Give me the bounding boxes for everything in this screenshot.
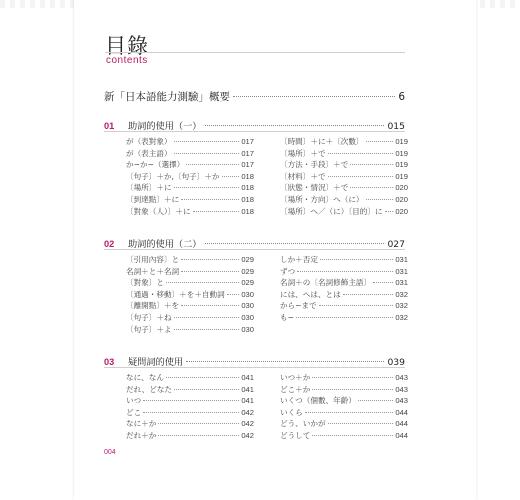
toc-entry-label: ずつ [280,266,296,276]
toc-entry-label: 〔時間〕＋に＋〔次數〕 [280,137,364,146]
section-heading-03[interactable] [104,354,405,368]
toc-entry-page: 019 [395,137,408,146]
toc-entry-label: から~まで [280,301,317,311]
dot-leader [233,96,395,97]
toc-entry-page: 041 [241,373,254,382]
dot-leader [174,141,240,142]
dot-leader [343,294,394,295]
dot-leader [328,176,394,177]
toc-entry-label: 〔狀態・情況〕＋で [280,183,349,193]
dot-leader [297,271,393,272]
section-03-right-column [280,372,408,442]
section-01-left-column [126,136,254,217]
toc-entry-label: 〔場所〕へ／（に）〔目的〕に [280,206,383,216]
dot-leader [186,164,239,165]
overview-page: 6 [398,91,405,103]
toc-entry[interactable] [280,395,408,407]
toc-entry[interactable] [280,171,408,183]
toc-entry[interactable] [126,182,254,194]
dot-leader [166,377,239,378]
dot-leader [205,125,385,126]
dot-leader [312,389,393,390]
toc-entry-page: 032 [395,289,408,299]
toc-entry-label: なに＋か [126,419,157,429]
toc-entry-label: 名詞＋の〔名詞修飾主語〕 [280,278,372,288]
toc-entry-label: 〔句子〕＋か,〔句子〕＋か [126,171,220,181]
toc-entry-page: 032 [395,301,408,311]
toc-entry[interactable] [280,289,408,301]
toc-entry-label: 〔場所〕＋に [126,183,172,193]
dot-leader [186,361,384,362]
toc-entry-label: 〔場所〕＋で [280,148,326,158]
toc-entry-label: が（表對象） [126,137,172,146]
dot-leader [143,412,239,413]
toc-entry-label: なに、なん [126,373,164,382]
toc-entry[interactable] [126,148,254,160]
toc-entry-label: だれ＋か [126,430,157,440]
dot-leader [174,317,240,318]
section-divider [104,131,405,132]
toc-entry[interactable] [126,289,254,301]
section-02-right-column [280,254,408,324]
toc-entry[interactable] [126,300,254,312]
dot-leader [193,211,240,212]
dot-leader [174,187,240,188]
toc-entry-label: いくつ（個數、年齡） [280,396,356,406]
dot-leader [181,259,239,260]
toc-overview-entry[interactable] [104,89,405,104]
toc-entry[interactable] [280,300,408,312]
section-number: 03 [104,357,115,367]
dot-leader [158,435,239,436]
dot-leader [385,211,394,212]
toc-entry-label: 〔對象（人）〕＋に [126,206,191,216]
toc-entry[interactable] [280,182,408,194]
toc-entry-page: 017 [241,148,254,158]
toc-entry[interactable] [280,148,408,160]
section-title: 助詞的使用（一） [128,121,202,132]
toc-entry-page: 029 [241,278,254,288]
toc-entry[interactable] [280,136,408,148]
section-number: 01 [104,121,115,131]
toc-entry-page: 020 [395,206,408,216]
section-number: 02 [104,239,115,249]
dot-leader [166,282,239,283]
toc-entry[interactable] [280,418,408,430]
toc-entry-page: 029 [241,255,254,264]
toc-entry-page: 043 [395,373,408,382]
page-title: 目錄 [105,34,149,58]
toc-entry-page: 019 [395,148,408,158]
toc-entry[interactable] [126,159,254,171]
section-page: 015 [387,121,405,132]
dot-leader [158,423,239,424]
toc-entry[interactable] [280,372,408,384]
toc-entry-page: 044 [395,430,408,440]
toc-entry[interactable] [280,430,408,442]
dot-leader [181,271,239,272]
dot-leader [143,400,239,401]
toc-entry[interactable] [126,266,254,278]
toc-entry[interactable] [280,312,408,324]
section-02-left-column [126,254,254,335]
dot-leader [366,141,394,142]
dot-leader [174,153,240,154]
toc-entry-label: いくら [280,407,303,417]
section-03-left-column [126,372,254,442]
toc-entry-label: どうして [280,430,311,440]
section-heading-02[interactable] [104,236,405,250]
toc-entry-label: 〔句子〕＋よ [126,324,172,334]
toc-entry-page: 043 [395,384,408,394]
toc-entry-page: 031 [395,266,408,276]
dot-leader [174,329,240,330]
toc-entry-page: 044 [395,407,408,417]
toc-entry-label: 〔場所・方向〕へ（に） [280,194,364,204]
dot-leader [305,412,394,413]
dot-leader [350,187,393,188]
toc-entry-page: 020 [395,183,408,193]
dot-leader [350,164,393,165]
toc-entry[interactable] [280,194,408,206]
toc-entry-label: も~ [280,312,294,322]
dot-leader [181,199,239,200]
section-divider [104,367,405,368]
toc-entry-label: には、へは、とは [280,289,341,299]
toc-entry-page: 043 [395,396,408,406]
toc-entry[interactable] [126,384,254,396]
toc-entry[interactable] [126,324,254,336]
toc-entry-page: 041 [241,384,254,394]
dot-leader [222,176,240,177]
dot-leader [227,294,240,295]
dot-leader [181,305,239,306]
toc-entry-page: 031 [395,278,408,288]
toc-entry-page: 018 [241,194,254,204]
toc-entry-page: 019 [395,160,408,170]
toc-entry[interactable] [280,254,408,266]
dot-leader [320,259,393,260]
section-divider [104,249,405,250]
section-01-right-column [280,136,408,217]
toc-entry[interactable] [280,206,408,218]
toc-entry[interactable] [126,407,254,419]
toc-entry[interactable] [126,254,254,266]
toc-entry-page: 030 [241,289,254,299]
toc-entry-label: 〔到達點〕＋に [126,194,180,204]
toc-entry-label: 〔材料〕＋で [280,171,326,181]
page-subtitle: contents [106,55,148,66]
dot-leader [366,199,394,200]
toc-entry-page: 018 [241,171,254,181]
toc-entry-page: 041 [241,396,254,406]
toc-entry-page: 030 [241,301,254,311]
toc-entry-label: か~か~（選擇） [126,160,185,170]
toc-entry[interactable] [126,206,254,218]
toc-entry[interactable] [126,395,254,407]
toc-entry-page: 030 [241,312,254,322]
toc-entry-page: 020 [395,194,408,204]
overview-label: 新「日本語能力測驗」概要 [104,91,230,103]
toc-entry-label: が（表主語） [126,148,172,158]
toc-entry-page: 017 [241,160,254,170]
dot-leader [319,305,394,306]
toc-entry[interactable] [280,159,408,171]
toc-entry-page: 017 [241,137,254,146]
section-heading-01[interactable] [104,118,405,132]
toc-entry[interactable] [126,372,254,384]
dot-leader [296,317,393,318]
dot-leader [174,389,239,390]
toc-entry-label: しか＋否定 [280,255,318,264]
toc-entry[interactable] [126,171,254,183]
toc-entry-label: 〔離開點〕＋を [126,301,180,311]
toc-entry-label: 名詞＋と＋名詞 [126,266,180,276]
toc-entry-page: 042 [241,407,254,417]
toc-entry-page: 018 [241,183,254,193]
dot-leader [205,243,385,244]
toc-entry-label: 〔通過・移動〕＋を＋自動詞 [126,289,225,299]
section-title: 助詞的使用（二） [128,239,202,250]
toc-entry-page: 029 [241,266,254,276]
toc-entry[interactable] [126,418,254,430]
toc-entry-page: 042 [241,419,254,429]
toc-entry-label: いつ [126,396,142,406]
toc-entry-label: 〔對象〕と [126,278,164,288]
page-number: 004 [104,449,116,456]
toc-entry-label: 〔方法・手段〕＋で [280,160,349,170]
toc-entry[interactable] [280,266,408,278]
dot-leader [312,377,393,378]
toc-entry-page: 018 [241,206,254,216]
toc-entry[interactable] [126,136,254,148]
toc-entry-label: どこ [126,407,142,417]
title-divider [105,52,405,53]
toc-entry-label: どう、いかが [280,419,326,429]
dot-leader [373,282,393,283]
toc-entry[interactable] [126,430,254,442]
toc-entry-label: 〔引用內容〕と [126,255,180,264]
toc-entry-page: 031 [395,255,408,264]
section-page: 039 [387,357,405,368]
section-title: 疑問詞的使用 [128,357,184,368]
toc-entry-label: だれ、どなた [126,384,173,394]
toc-entry-page: 032 [395,312,408,322]
toc-entry[interactable] [280,407,408,419]
toc-entry[interactable] [126,194,254,206]
toc-entry-page: 019 [395,171,408,181]
toc-entry[interactable] [280,384,408,396]
dot-leader [328,153,394,154]
toc-entry-label: 〔句子〕＋ね [126,312,172,322]
dot-leader [328,423,394,424]
section-page: 027 [387,239,405,250]
toc-entry[interactable] [280,277,408,289]
toc-entry-page: 042 [241,430,254,440]
toc-entry-page: 044 [395,419,408,429]
toc-entry[interactable] [126,312,254,324]
toc-entry-label: いつ＋か [280,373,311,382]
dot-leader [358,400,393,401]
toc-entry-page: 030 [241,324,254,334]
toc-entry-label: どこ＋か [280,384,311,394]
toc-entry[interactable] [126,277,254,289]
dot-leader [312,435,393,436]
